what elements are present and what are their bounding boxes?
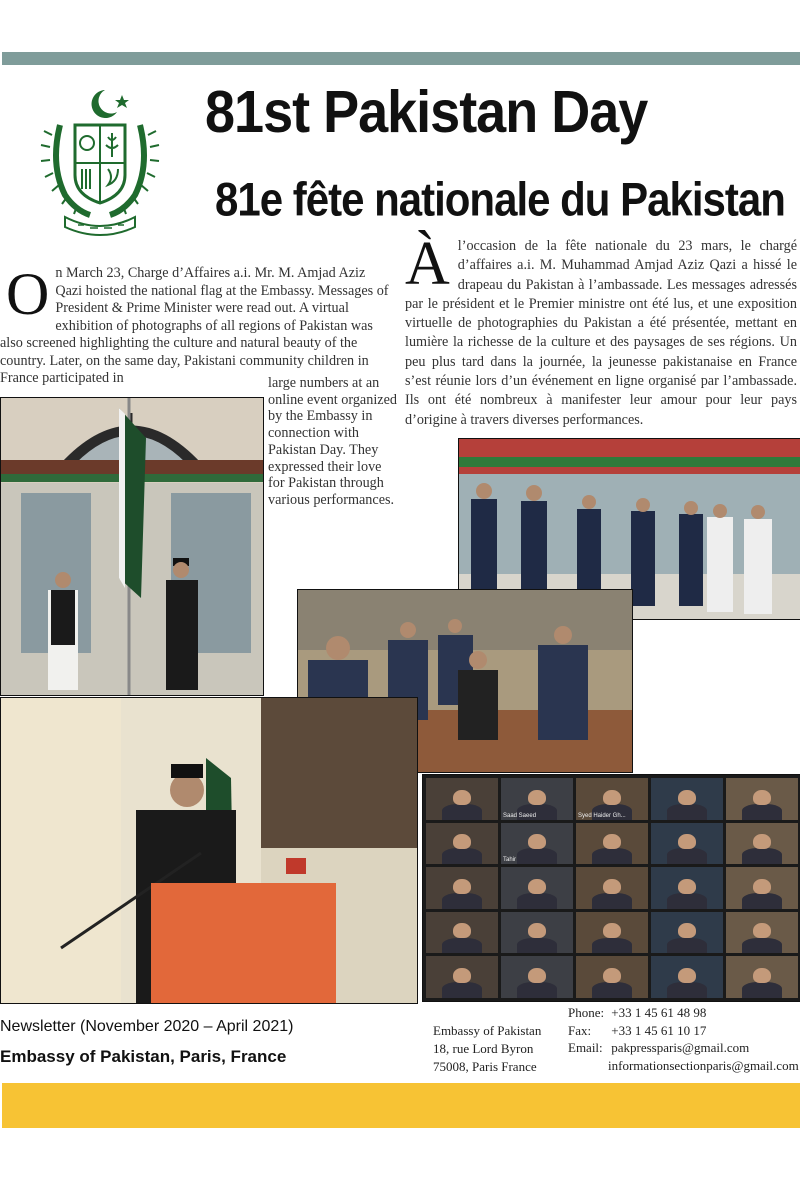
participant-body	[517, 848, 557, 864]
video-tile	[576, 778, 648, 820]
state-emblem-logo	[30, 85, 170, 240]
participant-body	[742, 804, 782, 820]
video-tile	[651, 823, 723, 865]
page-title-french: 81e fête nationale du Pakistan	[215, 173, 785, 226]
top-decorative-bar	[2, 52, 800, 65]
participant-head	[753, 834, 770, 849]
article-english-text: n March 23, Charge d’Affaires a.i. Mr. M. Amjad Aziz Qazi hoisted the national flag at the Embassy. Messages of President & Prime Minister were read out. A virtual exhibition of photographs of all regions of Pakistan was also screened highlighting the culture and natural beauty of the country. Later, on the same day, Pakistani community children in France participated in	[0, 265, 389, 386]
participant-body	[742, 982, 782, 998]
participant-body	[667, 804, 707, 820]
video-tile	[576, 823, 648, 865]
photo-speech	[0, 697, 418, 1004]
participant-head	[528, 879, 545, 894]
participant-head	[678, 790, 695, 805]
video-tile	[726, 867, 798, 909]
contact-block	[568, 1004, 799, 1074]
participant-body	[592, 938, 632, 954]
participant-body	[592, 982, 632, 998]
participant-head	[528, 834, 545, 849]
participant-body	[442, 938, 482, 954]
embassy-name: Embassy of Pakistan, Paris, France	[0, 1047, 287, 1066]
article-english-continued: large numbers at an online event organized by the Embassy in connection with Pakistan Day. They expressed their love for Pakistan through various performances.	[268, 375, 397, 508]
phone-label: Phone:	[568, 1005, 605, 1020]
dropcap-o: O	[6, 261, 50, 327]
fax-label: Fax:	[568, 1022, 592, 1038]
participant-body	[742, 893, 782, 909]
participant-head	[528, 968, 545, 983]
participant-body	[592, 893, 632, 909]
video-tile	[426, 912, 498, 954]
photo-online-event-grid	[422, 774, 800, 1002]
participant-head	[753, 923, 770, 938]
participant-head	[603, 968, 620, 983]
address-line: Embassy of Pakistan	[433, 1023, 542, 1038]
participant-head	[753, 879, 770, 894]
video-tile	[501, 867, 573, 909]
participant-body	[442, 848, 482, 864]
dropcap-a: À	[405, 230, 450, 298]
participant-head	[603, 923, 620, 938]
video-tile	[576, 956, 648, 998]
participant-head	[528, 923, 545, 938]
participant-head	[453, 923, 470, 938]
article-french-text: l’occasion de la fête nationale du 23 mars, le chargé d’affaires a.i. M. Muhammad Amjad Aziz Qazi a hissé le drapeau du Pakistan à l’ambassade. Les messages adressés par le président et le Premier ministre ont été lus, et une exposition virtuelle de photographies du Pakistan a été présentée, mettant en lumière la richesse de la culture et des paysages de ses régions. Un peu plus tard dans la journée, la jeunesse pakistanaise en France s’est réunie lors d’un événement en ligne organisé par l’ambassade. Ils ont été nombreux à manifester leur amour pour leur pays d’origine à travers diverses performances.	[405, 238, 797, 428]
participant-body	[742, 848, 782, 864]
email-link[interactable]: informationsectionparis@gmail.com	[608, 1057, 799, 1073]
participant-head	[603, 879, 620, 894]
video-tile	[501, 912, 573, 954]
video-tile	[576, 912, 648, 954]
video-tile	[651, 867, 723, 909]
participant-body	[667, 848, 707, 864]
newsletter-period: Newsletter (November 2020 – April 2021)	[0, 1018, 294, 1035]
video-call-grid	[423, 775, 800, 1001]
video-tile	[501, 823, 573, 865]
participant-body	[442, 804, 482, 820]
fax-number: +33 1 45 61 10 17	[611, 1022, 707, 1038]
participant-body	[442, 893, 482, 909]
participant-head	[678, 968, 695, 983]
video-tile	[651, 912, 723, 954]
video-tile	[426, 778, 498, 820]
video-tile	[726, 956, 798, 998]
participant-head	[678, 923, 695, 938]
video-tile	[426, 956, 498, 998]
video-tile	[426, 823, 498, 865]
participant-head	[453, 968, 470, 983]
participant-body	[517, 893, 557, 909]
participant-body	[517, 938, 557, 954]
participant-head	[678, 834, 695, 849]
participant-head	[528, 790, 545, 805]
video-tile	[501, 956, 573, 998]
address-block	[433, 1022, 541, 1076]
participant-body	[667, 893, 707, 909]
video-tile	[501, 778, 573, 820]
participant-body	[517, 982, 557, 998]
page-title-english: 81st Pakistan Day	[205, 79, 648, 146]
participant-head	[453, 879, 470, 894]
email-link[interactable]: pakpressparis@gmail.com	[611, 1040, 750, 1055]
address-line: 18, rue Lord Byron	[433, 1041, 534, 1056]
participant-head	[753, 790, 770, 805]
participant-body	[592, 848, 632, 864]
participant-head	[603, 790, 620, 805]
video-tile	[651, 956, 723, 998]
participant-head	[678, 879, 695, 894]
photo-flag-hoisting	[0, 397, 264, 696]
participant-name: Tahir	[503, 857, 517, 864]
participant-name: Saad Saeed	[503, 812, 537, 819]
participant-head	[453, 834, 470, 849]
address-line: 75008, Paris France	[433, 1059, 537, 1074]
article-english	[0, 261, 393, 388]
phone-number: +33 1 45 61 48 98	[611, 1005, 707, 1020]
bottom-decorative-bar	[2, 1083, 800, 1128]
participant-body	[442, 982, 482, 998]
participant-name: Syed Haider Gh...	[578, 812, 626, 819]
participant-body	[667, 938, 707, 954]
participant-head	[753, 968, 770, 983]
email-label: Email:	[568, 1040, 603, 1055]
video-tile	[426, 867, 498, 909]
participant-body	[742, 938, 782, 954]
participant-body	[667, 982, 707, 998]
article-french	[405, 230, 797, 430]
participant-head	[603, 834, 620, 849]
participant-head	[453, 790, 470, 805]
video-tile	[726, 778, 798, 820]
video-tile	[726, 912, 798, 954]
video-tile	[726, 823, 798, 865]
video-tile	[576, 867, 648, 909]
video-tile	[651, 778, 723, 820]
